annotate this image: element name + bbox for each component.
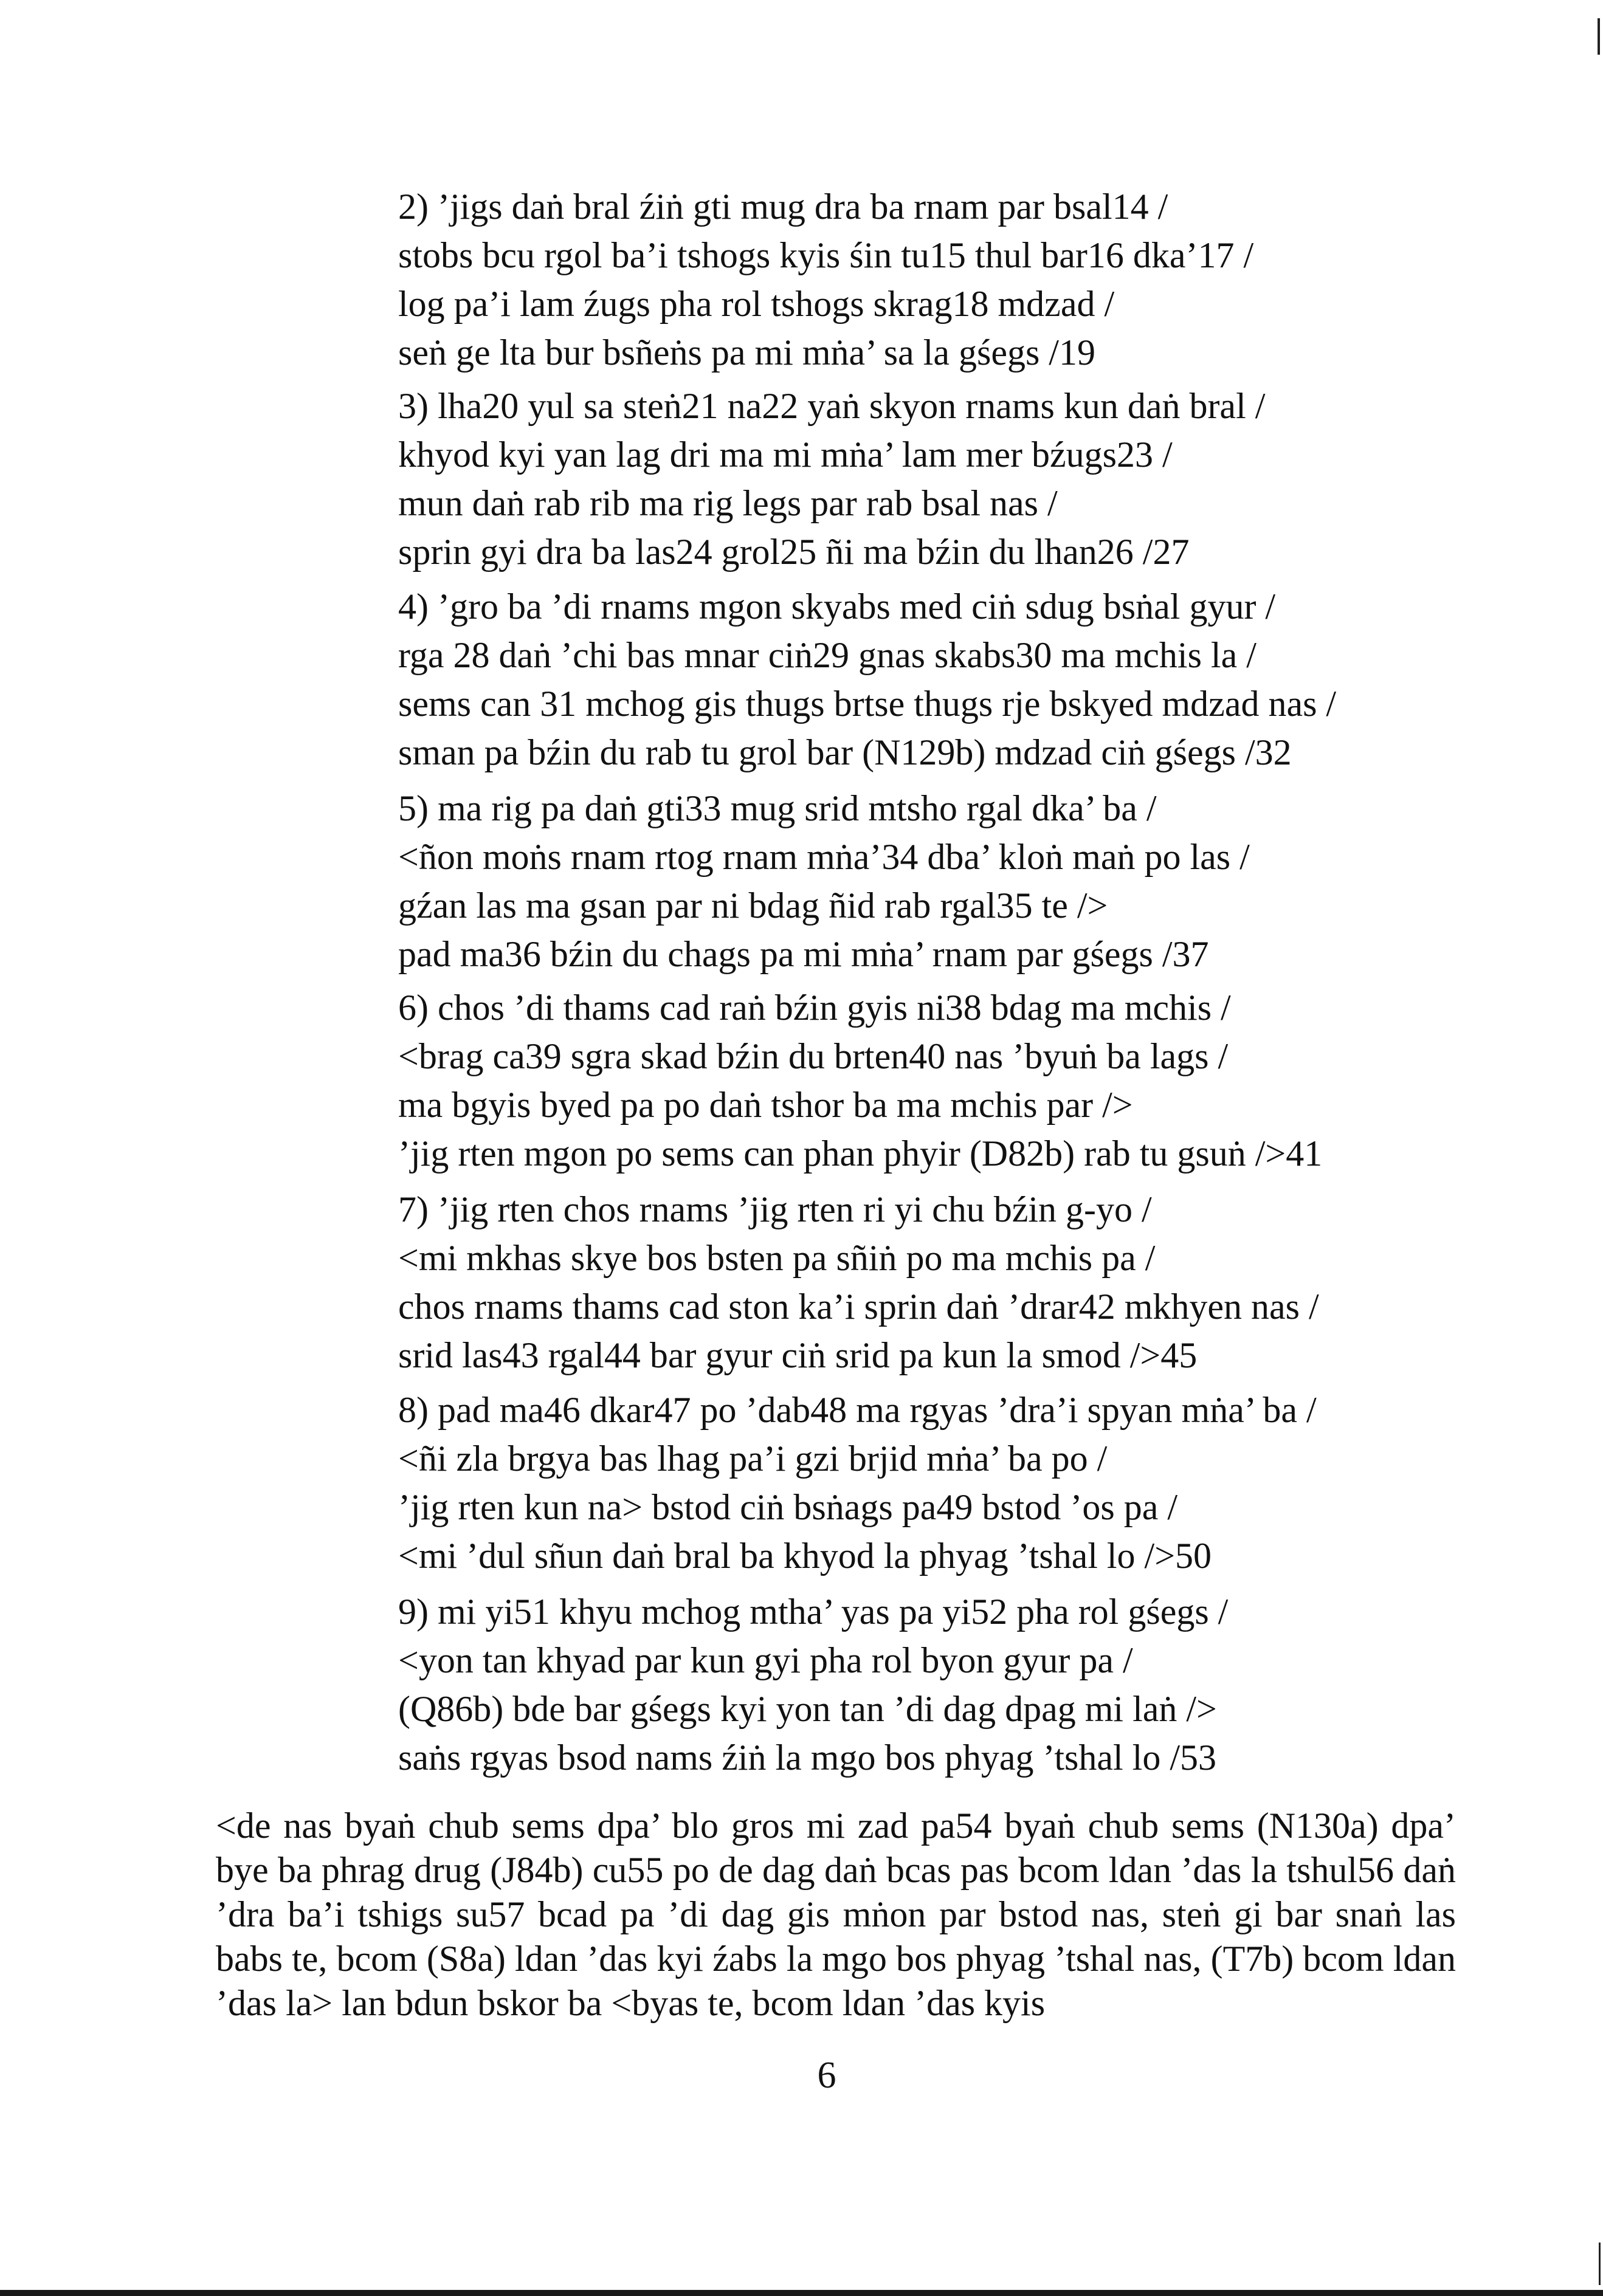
stanza-9	[398, 1587, 1480, 1782]
stanza-2	[398, 182, 1480, 377]
verse-line: chos rnams thams cad ston ka’i sprin daṅ ’drar42 mkhyen nas /	[398, 1287, 1319, 1327]
stanza-6	[398, 983, 1480, 1178]
verse-line: log pa’i lam źugs pha rol tshogs skrag18 mdzad /	[398, 284, 1115, 324]
verse-line: 5) ma rig pa daṅ gti33 mug srid mtsho rgal dka’ ba /	[398, 788, 1157, 828]
verse-line: <yon tan khyad par kun gyi pha rol byon gyur pa /	[398, 1640, 1133, 1680]
verse-line: seṅ ge lta bur bsñeṅs pa mi mṅa’ sa la gśegs /19	[398, 332, 1095, 373]
verse-line: (Q86b) bde bar gśegs kyi yon tan ’di dag dpag mi laṅ />	[398, 1689, 1217, 1729]
verse-line: <brag ca39 sgra skad bźin du brten40 nas ’byuṅ ba lags /	[398, 1036, 1229, 1076]
verse-line: 3) lha20 yul sa steṅ21 na22 yaṅ skyon rnams kun daṅ bral /	[398, 386, 1266, 426]
verse-line: stobs bcu rgol ba’i tshogs kyis śin tu15 thul bar16 dka’17 /	[398, 235, 1254, 275]
verse-line: 7) ’jig rten chos rnams ’jig rten ri yi chu bźin g-yo /	[398, 1189, 1152, 1229]
verse-line: <ñi zla brgya bas lhag pa’i gzi brjid mṅa’ ba po /	[398, 1438, 1108, 1479]
verse-line: 4) ’gro ba ’di rnams mgon skyabs med ciṅ sdug bsṅal gyur /	[398, 586, 1276, 627]
verse-line: gźan las ma gsan par ni bdag ñid rab rgal35 te />	[398, 885, 1108, 926]
stanza-3	[398, 382, 1480, 576]
verse-line: mun daṅ rab rib ma rig legs par rab bsal nas /	[398, 483, 1058, 523]
scan-edge-mark	[1598, 18, 1600, 55]
verse-line: ’jig rten mgon po sems can phan phyir (D82b) rab tu gsuṅ />41	[398, 1133, 1323, 1174]
verse-line: sman pa bźin du rab tu grol bar (N129b) mdzad ciṅ gśegs /32	[398, 732, 1292, 772]
verse-line: ’jig rten kun na> bstod ciṅ bsṅags pa49 bstod ’os pa /	[398, 1487, 1178, 1527]
verse-line: saṅs rgyas bsod nams źiṅ la mgo bos phyag ’tshal lo /53	[398, 1737, 1217, 1778]
verse-line: pad ma36 bźin du chags pa mi mṅa’ rnam par gśegs /37	[398, 934, 1209, 974]
prose-paragraph: <de nas byaṅ chub sems dpa’ blo gros mi zad pa54 byaṅ chub sems (N130a) dpa’ bye ba phrag drug (J84b) cu55 po de dag daṅ bcas pas bcom ldan ’das la tshul56 daṅ ’dra ba’i tshigs su57 bcad pa ’di dag gis mṅon par bstod nas, steṅ gi bar snaṅ las babs te, bcom (S8a) ldan ’das kyi źabs la mgo bos phyag ’tshal nas, (T7b) bcom ldan ’das la> lan bdun bskor ba <byas te, bcom ldan ’das kyis	[216, 1806, 1456, 2023]
verse-line: 6) chos ’di thams cad raṅ bźin gyis ni38 bdag ma mchis /	[398, 988, 1231, 1028]
stanza-8	[398, 1386, 1480, 1580]
stanza-4	[398, 582, 1480, 777]
verse-line: sems can 31 mchog gis thugs brtse thugs rje bskyed mdzad nas /	[398, 684, 1337, 724]
verse-line: ma bgyis byed pa po daṅ tshor ba ma mchis par />	[398, 1085, 1133, 1125]
stanza-5	[398, 784, 1480, 978]
verse-line: 9) mi yi51 khyu mchog mtha’ yas pa yi52 pha rol gśegs /	[398, 1592, 1229, 1632]
verse-line: <mi mkhas skye bos bsten pa sñiṅ po ma mchis pa /	[398, 1238, 1156, 1278]
scan-bottom-edge	[0, 2290, 1603, 2296]
verse-line: 8) pad ma46 dkar47 po ’dab48 ma rgyas ’dra’i spyan mṅa’ ba /	[398, 1390, 1317, 1430]
verse-line: sprin gyi dra ba las24 grol25 ñi ma bźin du lhan26 /27	[398, 532, 1190, 572]
verse-line: <ñon moṅs rnam rtog rnam mṅa’34 dba’ kloṅ maṅ po las /	[398, 837, 1250, 877]
page-number: 6	[817, 2055, 836, 2096]
scan-edge-mark	[1599, 2243, 1601, 2285]
verse-line: khyod kyi yan lag dri ma mi mṅa’ lam mer bźugs23 /	[398, 435, 1173, 475]
verse-line: srid las43 rgal44 bar gyur ciṅ srid pa kun la smod />45	[398, 1335, 1198, 1375]
verse-line: <mi ’dul sñun daṅ bral ba khyod la phyag ’tshal lo />50	[398, 1536, 1212, 1576]
verse-line: 2) ’jigs daṅ bral źiṅ gti mug dra ba rnam par bsal14 /	[398, 187, 1168, 227]
verse-line: rga 28 daṅ ’chi bas mnar ciṅ29 gnas skabs30 ma mchis la /	[398, 635, 1257, 675]
stanza-7	[398, 1185, 1480, 1380]
